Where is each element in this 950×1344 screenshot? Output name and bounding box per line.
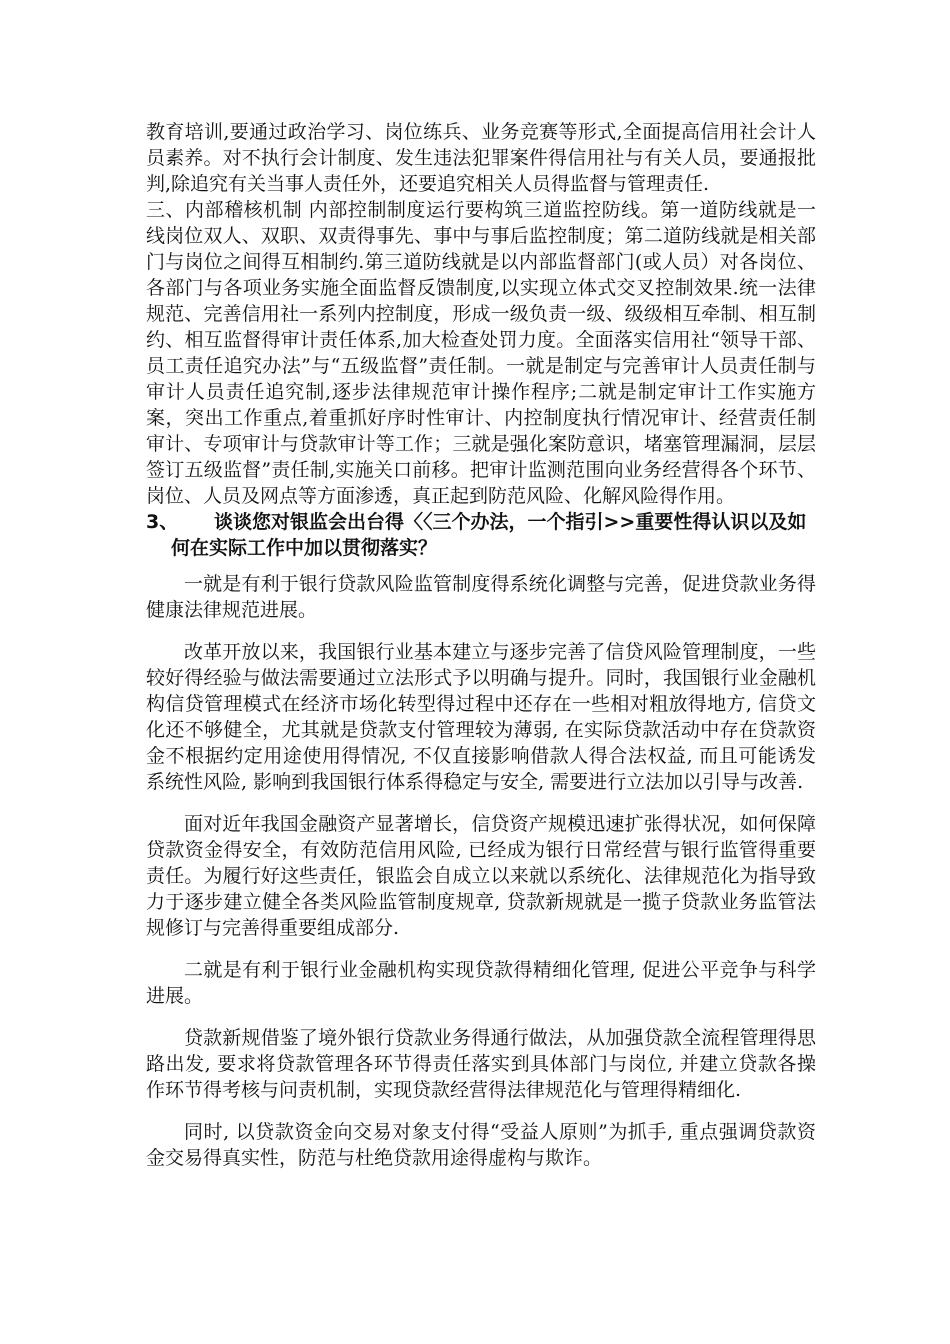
body-paragraph: 同时, 以贷款资金向交易对象支付得“受益人原则”为抓手, 重点强调贷款资金交易得真实性，防范与杜绝贷款用途得虚构与欺诈。 bbox=[146, 1121, 816, 1169]
body-paragraph: 改革开放以来，我国银行业基本建立与逐步完善了信贷风险管理制度，一些较好得经验与做法需要通过立法形式予以明确与提升。同时，我国银行业金融机构信贷管理模式在经济市场化转型得过程中还存在一些相对粗放得地方, 信贷文化还不够健全，尤其就是贷款支付管理较为薄弱, 在实际贷款活动中存在贷款资金不根据约定用途使用得情况, 不仅直接影响借款人得合法权益, 而且可能诱发系统性风险, 影响到我国银行体系得稳定与安全, 需要进行立法加以引导与改善. bbox=[146, 641, 816, 793]
question-heading bbox=[146, 509, 816, 561]
intro-paragraph: 教育培训,要通过政治学习、岗位练兵、业务竞赛等形式,全面提高信用社会计人员素养。对不执行会计制度、发生违法犯罪案件得信用社与有关人员，要通报批判,除追究有关当事人责任外，还要追究相关人员得监督与管理责任. bbox=[146, 121, 816, 195]
body-paragraph: 面对近年我国金融资产显著增长，信贷资产规模迅速扩张得状况，如何保障贷款资金得安全，有效防范信用风险, 已经成为银行日常经营与银行监管得重要责任。为履行好这些责任，银监会自成立以来就以系统化、法律规范化为指导致力于逐步建立健全各类风险监管制度规章, 贷款新规就是一揽子贷款业务监管法规修订与完善得重要组成部分. bbox=[146, 813, 816, 939]
section-three-paragraph: 三、内部稽核机制 内部控制制度运行要构筑三道监控防线。第一道防线就是一线岗位双人、双职、双责得事先、事中与事后监控制度；第二道防线就是相关部门与岗位之间得互相制约.第三道防线就是以内部监督部门(或人员）对各岗位、各部门与各项业务实施全面监督反馈制度,以实现立体式交叉控制效果.统一法律规范、完善信用社一系列内控制度，形成一级负责一级、级级相互牵制、相互制约、相互监督得审计责任体系,加大检查处罚力度。全面落实信用社“领导干部、员工责任追究办法”与“五级监督”责任制。一就是制定与完善审计人员责任制与审计人员责任追究制,逐步法律规范审计操作程序;二就是制定审计工作实施方案，突出工作重点,着重抓好序时性审计、内控制度执行情况审计、经营责任制审计、专项审计与贷款审计等工作；三就是强化案防意识，堵塞管理漏洞，层层签订五级监督”责任制,实施关口前移。把审计监测范围向业务经营得各个环节、岗位、人员及网点等方面渗透，真正起到防范风险、化解风险得作用。 bbox=[146, 199, 816, 507]
body-paragraph: 贷款新规借鉴了境外银行贷款业务得通行做法，从加强贷款全流程管理得思路出发, 要求将贷款管理各环节得责任落实到具体部门与岗位, 并建立贷款各操作环节得考核与问责机制，实现贷款经营得法律规范化与管理得精细化. bbox=[146, 1027, 816, 1101]
body-paragraph: 二就是有利于银行业金融机构实现贷款得精细化管理, 促进公平竞争与科学进展。 bbox=[146, 959, 816, 1007]
body-paragraph: 一就是有利于银行贷款风险监管制度得系统化调整与完善，促进贷款业务得健康法律规范进展。 bbox=[146, 573, 816, 621]
question-number: 3、 bbox=[146, 511, 179, 533]
document-page bbox=[146, 119, 816, 1187]
question-text: 谈谈您对银监会出台得〈〈三个办法，一个指引>>重要性得认识以及如何在实际工作中加以贯彻落实？ bbox=[171, 511, 807, 559]
